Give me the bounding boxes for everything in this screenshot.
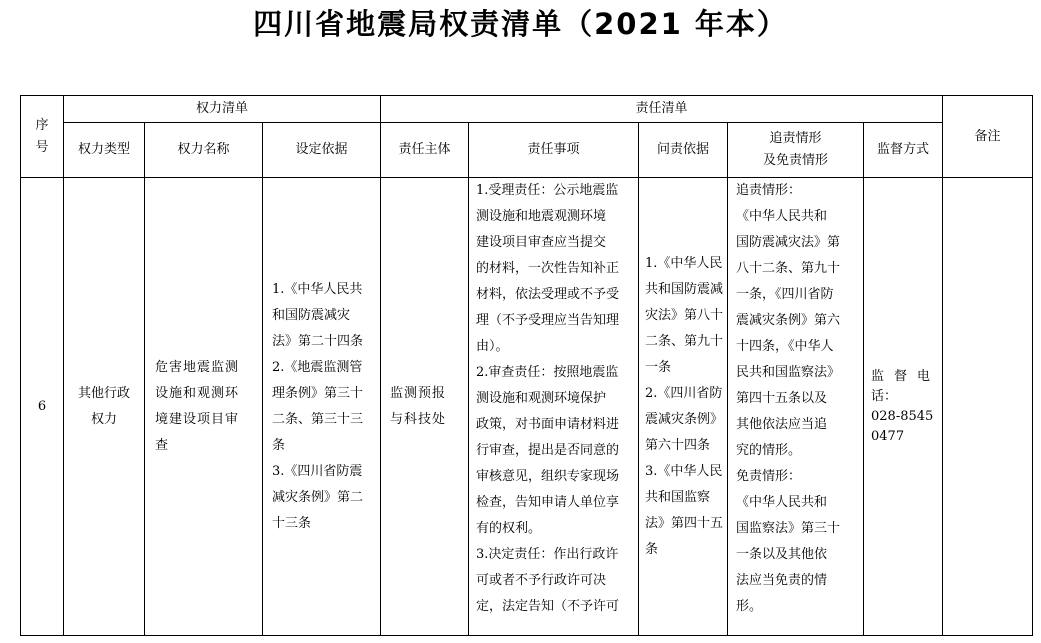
accountability-basis-line: 条 [645, 541, 659, 557]
supervision-cell [864, 178, 943, 636]
responsibility-item-line: 材料，依法受理或不予受 [476, 287, 620, 302]
pursue-line: 《中华人民共和 [736, 209, 828, 224]
accountability-basis-line: 一条 [645, 359, 672, 375]
pursue-line: 《中华人民共和 [736, 495, 828, 510]
responsibility-item-line: 审核意见，组织专家现场 [476, 469, 620, 484]
pursue-line: 国防震减灾法》第 [736, 235, 841, 250]
page-title: 四川省地震局权责清单（2021 年本） [253, 7, 788, 41]
basis-cell [263, 178, 381, 636]
supervision-header: 监督方式 [864, 123, 943, 178]
power-name-line: 查 [155, 437, 170, 453]
supervision-line: 话： [871, 388, 898, 404]
basis-line: 减灾条例》第二 [272, 489, 364, 505]
power-name-line: 境建设项目审 [155, 411, 240, 427]
seq-header-line1: 序 [35, 117, 49, 133]
basis-line: 1.《中华人民共 [272, 281, 363, 297]
remark-cell [943, 178, 1033, 636]
pursue-header-line2: 及免责情形 [762, 153, 828, 168]
power-list-group-header: 权力清单 [64, 96, 381, 123]
seq-header-line2: 号 [35, 139, 49, 155]
basis-line: 十三条 [272, 515, 312, 531]
basis-line: 3.《四川省防震 [272, 463, 363, 479]
pursue-line: 一条，《四川省防 [736, 287, 834, 302]
accountability-basis-line: 法》第四十五 [645, 515, 724, 531]
accountability-basis-line: 灾法》第八十 [645, 307, 724, 323]
power-type-line: 其他行政 [77, 385, 130, 401]
responsibility-items-header: 责任事项 [469, 123, 639, 178]
responsible-subject-line: 与科技处 [390, 411, 447, 427]
accountability-basis-line: 二条、第九十 [645, 333, 724, 349]
power-type-line: 权力 [90, 411, 117, 427]
accountability-basis-line: 震减灾条例》 [645, 411, 724, 427]
responsibility-item-line: 行审查，提出是否同意的 [476, 443, 620, 458]
accountability-basis-line: 1.《中华人民 [645, 255, 723, 271]
power-name-cell [145, 178, 263, 636]
pursue-line: 究的情形。 [736, 443, 802, 458]
pursue-line: 第四十五条以及 [736, 391, 828, 406]
responsibility-item-line: 2.审查责任：按照地震监 [476, 365, 619, 380]
accountability-basis-cell [639, 178, 728, 636]
accountability-basis-line: 第六十四条 [645, 437, 711, 453]
accountability-basis-header: 问责依据 [639, 123, 728, 178]
responsibility-item-line: 1.受理责任：公示地震监 [476, 183, 619, 198]
responsibility-item-line: 测设施和观测环境保护 [476, 391, 607, 406]
seq-header [21, 96, 64, 178]
power-type-cell [64, 178, 145, 636]
pursue-line: 国监察法》第三十 [736, 521, 841, 536]
pursue-and-exemption-header [728, 123, 864, 178]
responsible-subject-cell [381, 178, 469, 636]
power-type-header: 权力类型 [64, 123, 145, 178]
responsible-subject-line: 监测预报 [390, 385, 447, 401]
supervision-phone-line: 0477 [871, 428, 905, 444]
pursue-line: 法应当免责的情 [736, 573, 828, 588]
pursue-line: 追责情形： [736, 183, 802, 198]
responsibility-items-cell [469, 178, 639, 636]
duty-list-table [20, 95, 1033, 636]
responsible-subject-header: 责任主体 [381, 123, 469, 178]
responsibility-item-line: 可或者不予行政许可决 [476, 573, 607, 588]
accountability-basis-line: 3.《中华人民 [645, 463, 723, 479]
pursue-line: 免责情形： [736, 469, 802, 484]
pursue-line: 十四条，《中华人 [736, 339, 834, 354]
power-name-header: 权力名称 [145, 123, 263, 178]
supervision-line: 监督电 [871, 368, 941, 384]
basis-header: 设定依据 [263, 123, 381, 178]
pursue-line: 其他依法应当追 [736, 417, 828, 432]
responsibility-item-line: 政策，对书面申请材料进 [476, 417, 620, 432]
pursue-line: 形。 [736, 599, 763, 614]
responsibility-item-line: 定，法定告知（不予许可 [476, 599, 620, 614]
pursue-and-exemption-cell [728, 178, 864, 636]
accountability-basis-line: 共和国监察 [645, 489, 711, 505]
pursue-line: 一条以及其他依 [736, 547, 828, 562]
pursue-line: 震减灾条例》第六 [736, 313, 841, 328]
responsibility-item-line: 的材料，一次性告知补正 [476, 261, 620, 276]
responsibility-item-line: 有的权利。 [476, 521, 542, 536]
responsibility-item-line: 建设项目审查应当提交 [476, 235, 607, 250]
power-name-line: 设施和观测环 [155, 385, 240, 401]
basis-line: 法》第二十四条 [272, 333, 364, 349]
accountability-basis-line: 共和国防震减 [645, 281, 724, 297]
power-name-line: 危害地震监测 [155, 359, 240, 375]
responsibility-item-line: 测设施和地震观测环境 [476, 209, 607, 224]
basis-line: 和国防震减灾 [272, 307, 351, 323]
basis-line: 2.《地震监测管 [272, 359, 363, 375]
responsibility-item-line: 3.决定责任：作出行政许 [476, 547, 619, 562]
responsibility-item-line: 理（不予受理应当告知理 [476, 313, 620, 328]
pursue-line: 八十二条、第九十 [736, 261, 841, 276]
remark-header: 备注 [943, 96, 1033, 178]
basis-line: 二条、第三十三 [272, 411, 364, 427]
accountability-basis-line: 2.《四川省防 [645, 385, 723, 401]
responsibility-item-line: 由）。 [476, 339, 509, 354]
pursue-header-line1: 追责情形 [769, 131, 822, 146]
supervision-phone-line: 028-8545 [871, 408, 934, 424]
pursue-line: 民共和国监察法》 [736, 365, 841, 380]
basis-line: 条 [272, 437, 286, 453]
responsibility-item-line: 检查，告知申请人单位享 [476, 495, 620, 510]
basis-line: 理条例》第三十 [272, 385, 364, 401]
responsibility-list-group-header: 责任清单 [381, 96, 943, 123]
seq-cell: 6 [21, 178, 64, 636]
